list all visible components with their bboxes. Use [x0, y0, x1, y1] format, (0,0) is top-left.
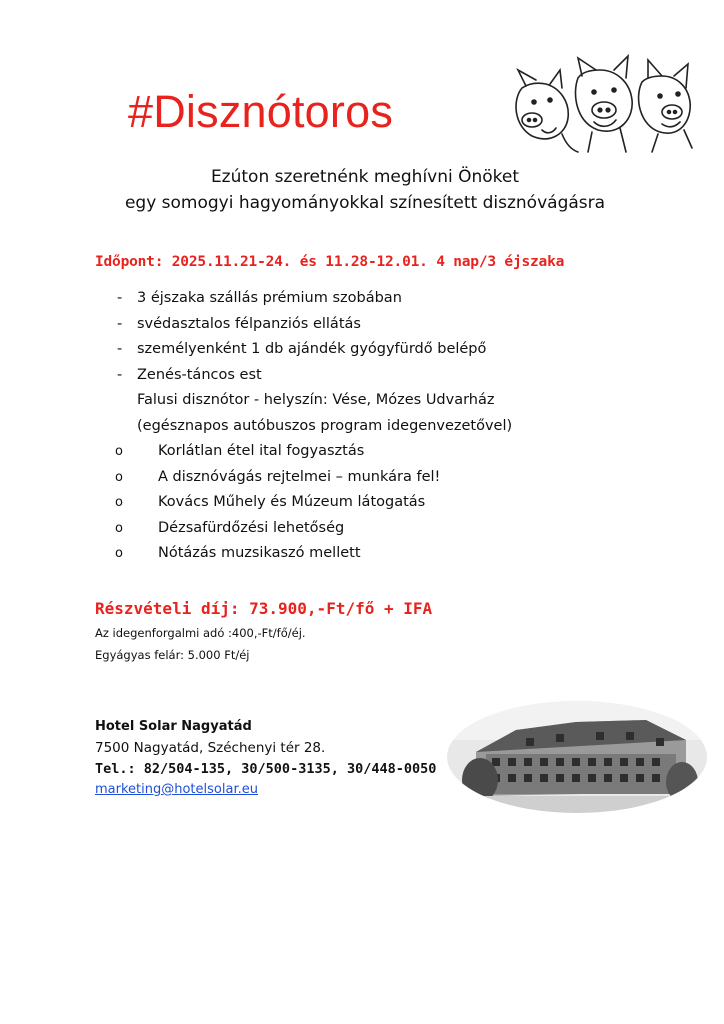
- pigs-illustration: [502, 48, 698, 156]
- intro-line-2: egy somogyi hagyományokkal színesített disznóvágásra: [124, 193, 606, 213]
- date-line: Időpont: 2025.11.21-24. és 11.28-12.01. 4 nap/3 éjszaka: [95, 254, 565, 270]
- single-supplement-note: Egyágyas felár: 5.000 Ft/éj: [95, 648, 250, 662]
- offer-list: [95, 286, 512, 567]
- tax-note: Az idegenforgalmi adó :400,-Ft/fő/éj.: [95, 626, 306, 640]
- program-sublist: [95, 439, 512, 567]
- price-line: Részvételi díj: 73.900,-Ft/fő + IFA: [95, 599, 433, 618]
- list-item: - 3 éjszaka szállás prémium szobában: [117, 290, 402, 306]
- sub-list-item: o Dézsafürdőzési lehetőség: [115, 519, 345, 536]
- program-location: Falusi disznótor - helyszín: Vése, Mózes Udvarház: [137, 392, 495, 408]
- sub-list-item: o Nótázás muzsikaszó mellett: [115, 545, 361, 561]
- hotel-email-link[interactable]: marketing@hotelsolar.eu: [95, 782, 258, 797]
- sub-list-item: o Korlátlan étel ital fogyasztás: [115, 443, 365, 459]
- intro-text: [80, 164, 650, 216]
- hotel-name: Hotel Solar Nagyatád: [95, 719, 252, 734]
- list-item: - személyenként 1 db ajándék gyógyfürdő belépő: [117, 341, 487, 357]
- page-title: #Disznótoros: [128, 86, 394, 137]
- hotel-photo: [446, 700, 708, 814]
- intro-line-1: Ezúton szeretnénk meghívni Önöket: [210, 167, 520, 187]
- list-item: - Zenés-táncos est Falusi disznótor - helyszín: Vése, Mózes Udvarház (egésznapos autóbuszos program idegenvezetővel) o Korlátlan étel ital fogyasztás o A disznóvágás rejtelmei – munkára fel! o Kovács Műhely és Múzeum látogatás o Dézsafürdőzési lehetőség o Nótázás muzsikaszó mellett: [95, 363, 512, 567]
- sub-list-item: o Kovács Műhely és Múzeum látogatás: [115, 494, 426, 510]
- program-note: (egésznapos autóbuszos program idegenvezetővel): [137, 417, 513, 434]
- hotel-address: 7500 Nagyatád, Széchenyi tér 28.: [95, 740, 326, 756]
- hotel-phone: Tel.: 82/504-135, 30/500-3135, 30/448-0050: [95, 761, 437, 777]
- list-item: - svédasztalos félpanziós ellátás: [117, 315, 361, 332]
- sub-list-item: o A disznóvágás rejtelmei – munkára fel!: [115, 468, 441, 485]
